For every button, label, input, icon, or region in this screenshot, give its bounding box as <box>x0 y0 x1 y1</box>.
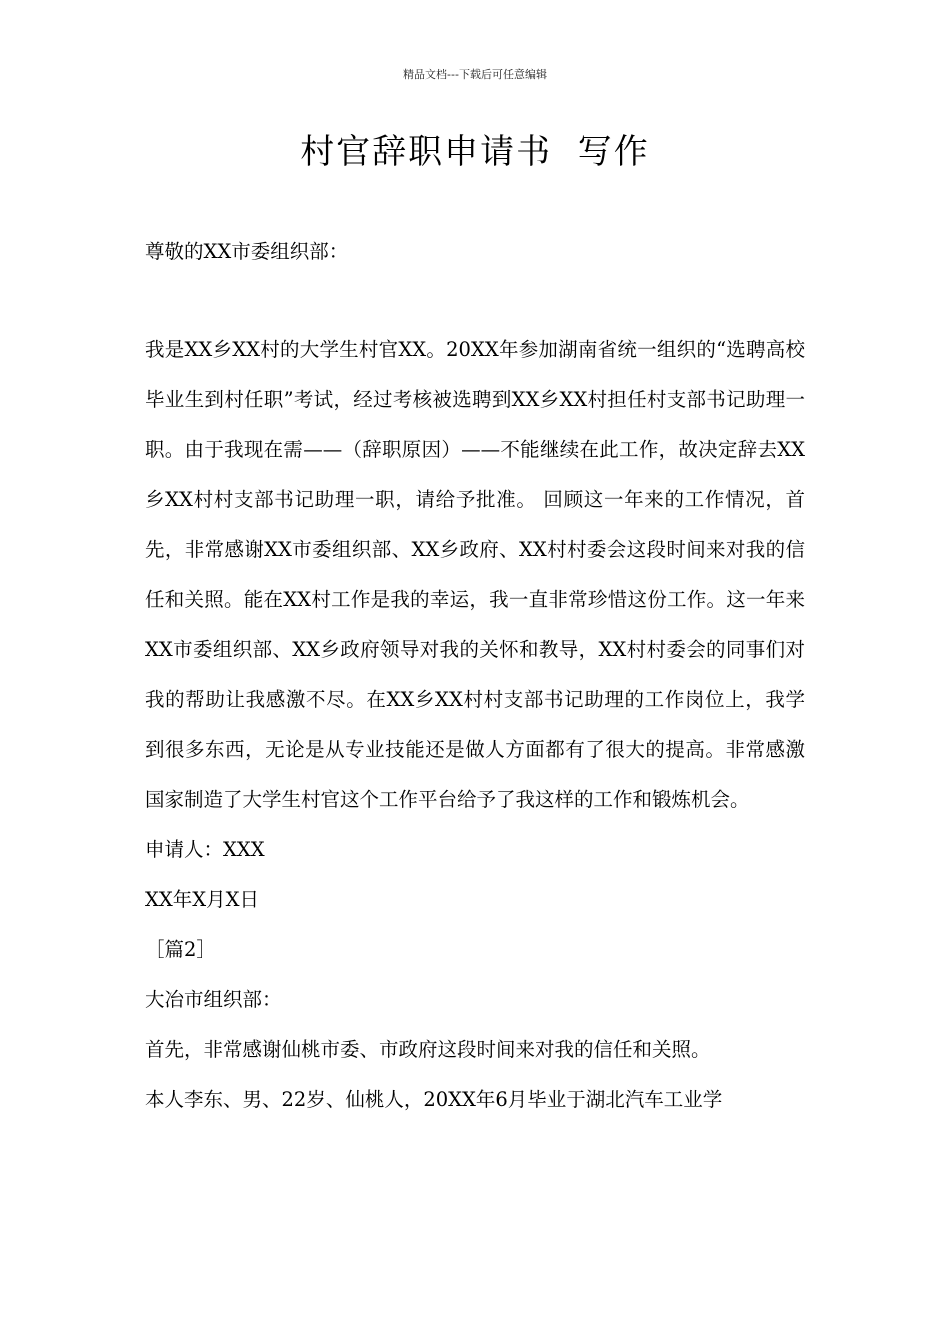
section-tag: ［篇2］ <box>145 938 216 961</box>
header-note: 精品文档---下载后可任意编辑 <box>403 68 547 81</box>
letter-content <box>145 325 805 1125</box>
salutation-block <box>145 227 805 277</box>
salutation-2: 大冶市组织部： <box>145 988 282 1011</box>
document-title: 村官辞职申请书 写作 <box>300 132 650 172</box>
paragraph-2: 首先，非常感谢仙桃市委、市政府这段时间来对我的信任和关照。 <box>145 1038 711 1061</box>
salutation: 尊敬的XX市委组织部： <box>145 240 349 263</box>
paragraph-1: 我是XX乡XX村的大学生村官XX。20XX年参加湖南省统一组织的“选聘高校毕业生到村任职”考试，经过考核被选聘到XX乡XX村担任村支部书记助理一职。由于我现在需——（辞职原因）——不能继续在此工作，故决定辞去XX乡XX村村支部书记助理一职，请给予批准。 回顾这一年来的工作情况，首先，非常感谢XX市委组织部、XX乡政府、XX村村委会这段时间来对我的信任和关照。能在XX村工作是我的幸运，我一直非常珍惜这份工作。这一年来XX市委组织部、XX乡政府领导对我的关怀和教导，XX村村委会的同事们对我的帮助让我感激不尽。在XX乡XX村村支部书记助理的工作岗位上，我学到很多东西，无论是从专业技能还是做人方面都有了很大的提高。非常感激国家制造了大学生村官这个工作平台给予了我这样的工作和锻炼机会。 <box>145 338 805 811</box>
date-line: XX年X月X日 <box>145 888 260 911</box>
paragraph-3: 本人李东、男、22岁、仙桃人，20XX年6月毕业于湖北汽车工业学 <box>145 1088 723 1111</box>
applicant-line: 申请人：XXX <box>145 838 265 861</box>
